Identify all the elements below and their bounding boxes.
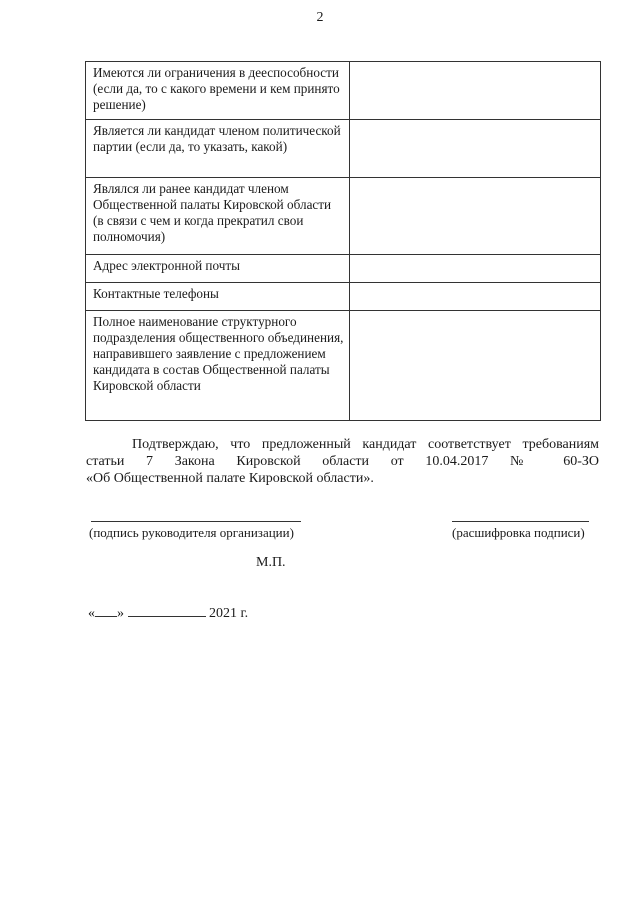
date-line — [88, 604, 248, 622]
date-open-quote: « — [88, 606, 95, 621]
stamp-placeholder: М.П. — [256, 555, 286, 570]
confirmation-statement — [86, 436, 599, 487]
table-row — [86, 62, 601, 120]
row-value-phones[interactable] — [350, 283, 601, 311]
confirmation-line-1: Подтверждаю, что предложенный кандидат соответствует требованиям — [132, 437, 599, 452]
date-day-blank[interactable] — [95, 604, 117, 617]
row-label-organization: Полное наименование структурного подразделения общественного объединения, направившего заявление с предложением кандидата в состав Общественной палаты Кировской области — [86, 311, 350, 421]
row-label-email: Адрес электронной почты — [86, 255, 350, 283]
signature-caption-right: (расшифровка подписи) — [452, 525, 585, 540]
row-label-legal-capacity: Имеются ли ограничения в дееспособности (если да, то с какого времени и кем принято решение) — [86, 62, 350, 120]
row-value-legal-capacity[interactable] — [350, 62, 601, 120]
signature-line-left[interactable] — [91, 521, 301, 522]
row-label-party-membership: Является ли кандидат членом политической партии (если да, то указать, какой) — [86, 120, 350, 178]
page-number: 2 — [316, 10, 324, 25]
table-row — [86, 255, 601, 283]
date-year: 2021 г. — [209, 606, 249, 621]
candidate-info-table — [85, 61, 601, 421]
table-row — [86, 120, 601, 178]
row-value-party-membership[interactable] — [350, 120, 601, 178]
table-row — [86, 178, 601, 255]
signature-line-right[interactable] — [452, 521, 589, 522]
row-label-phones: Контактные телефоны — [86, 283, 350, 311]
date-close-quote: » — [117, 606, 124, 621]
signature-caption-left: (подпись руководителя организации) — [89, 525, 294, 540]
confirmation-line-2: статьи 7 Закона Кировской области от 10.04.2017 № 60-ЗО — [86, 454, 599, 469]
table-row — [86, 311, 601, 421]
row-value-organization[interactable] — [350, 311, 601, 421]
table-row — [86, 283, 601, 311]
row-value-email[interactable] — [350, 255, 601, 283]
confirmation-line-3: «Об Общественной палате Кировской области». — [86, 471, 374, 486]
date-month-blank[interactable] — [128, 604, 206, 617]
row-label-former-member: Являлся ли ранее кандидат членом Общественной палаты Кировской области (в связи с чем и когда прекратил свои полномочия) — [86, 178, 350, 255]
row-value-former-member[interactable] — [350, 178, 601, 255]
